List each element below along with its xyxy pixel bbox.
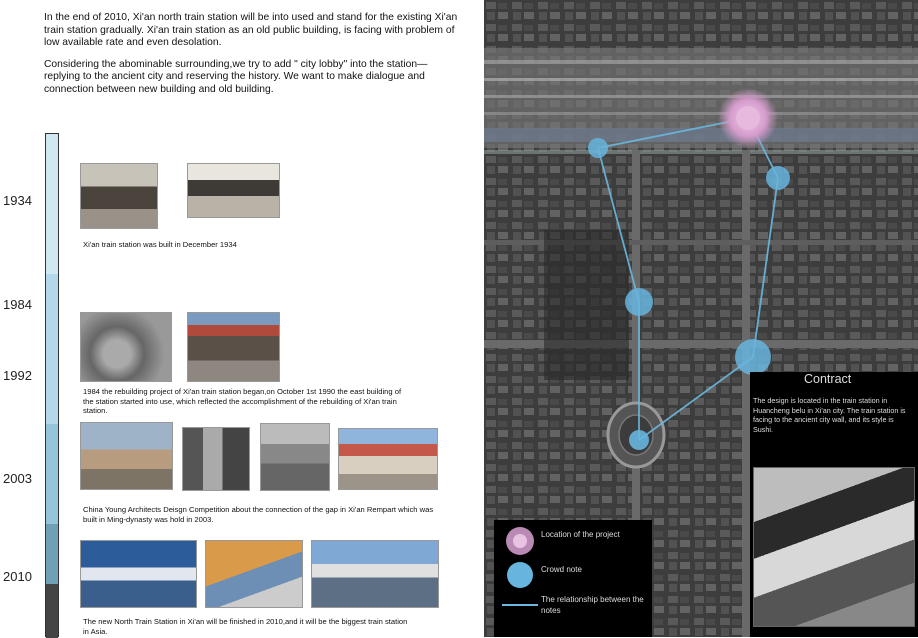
crowd-note-marker: [735, 339, 771, 375]
timeline-segment-2003: [46, 524, 58, 584]
caption-2010: The new North Train Station in Xi'an will be finished in 2010,and it will be the biggest train station in Asia.: [83, 617, 408, 636]
contract-title: Contract: [804, 372, 852, 386]
photo-2010-platform: [311, 540, 439, 608]
caption-1984: 1984 the rebuilding project of Xi'an train station began,on October 1st 1990 the east building of the station started into use, which reflected the accomplishment of the rebuilding of Xi'an train station.: [83, 387, 402, 416]
crowd-note-marker: [625, 288, 653, 316]
legend-location-label: Location of the project: [541, 530, 620, 539]
timeline-segment-1934: [46, 134, 58, 274]
satellite-map-panel: [484, 0, 918, 637]
legend-crowd-label: Crowd note: [541, 565, 582, 574]
timeline-bar: [45, 133, 59, 637]
contract-text: The design is located in the train station in Huancheng belu in Xi'an city. The train station is facing to the ancient city wall, and its style is Sushi.: [753, 396, 906, 434]
photo-2003-station: [338, 428, 438, 490]
legend-line-icon: [502, 604, 538, 606]
year-1984: 1984: [3, 297, 32, 312]
photo-1934-old-station-a: [80, 163, 158, 229]
photo-2003-wall: [80, 422, 173, 490]
crowd-note-marker: [766, 166, 790, 190]
intro-paragraph-1: In the end of 2010, Xi'an north train station will be into used and stand for the existing Xi'an train station gradually. Xi'an train station as an old public building, is facing with problem of low available rate and even desolation.: [44, 12, 458, 49]
photo-2010-roof: [205, 540, 303, 608]
crowd-note-marker: [588, 138, 608, 158]
contract-box: [750, 372, 918, 637]
timeline-segment-1992: [46, 424, 58, 524]
legend-crowd-icon: [505, 560, 535, 590]
legend-relationship-label: The relationship between the notes: [541, 595, 644, 615]
caption-2003: China Young Architects Deisgn Competition about the connection of the gap in Xi'an Rempart which was built in Ming-dynasty was hold in 2003.: [83, 505, 434, 524]
year-1934: 1934: [3, 193, 32, 208]
year-2010: 2010: [3, 569, 32, 584]
contract-photo-overpass: [753, 467, 915, 627]
year-1992: 1992: [3, 368, 32, 383]
photo-1984-aerial: [80, 312, 172, 382]
photo-2003-gap: [182, 427, 250, 491]
photo-1934-old-station-b: [187, 163, 280, 218]
caption-1934: Xi'an train station was built in December 1934: [83, 240, 237, 249]
intro-paragraph-2: Considering the abominable surrounding,we try to add " city lobby" into the station— replying to the ancient city and reserving the history. We want to make dialogue and connection between new building and old building.: [44, 58, 428, 95]
photo-2010-north-station: [80, 540, 197, 608]
photo-1984-gate: [187, 312, 280, 382]
crowd-note-marker: [629, 430, 649, 450]
year-2003: 2003: [3, 471, 32, 486]
timeline-segment-1984: [46, 274, 58, 424]
timeline-segment-2010: [46, 584, 58, 638]
intro-text: [44, 12, 464, 106]
map-legend: [494, 520, 652, 637]
photo-2003-plaza: [260, 423, 330, 491]
legend-location-icon: [505, 526, 535, 556]
